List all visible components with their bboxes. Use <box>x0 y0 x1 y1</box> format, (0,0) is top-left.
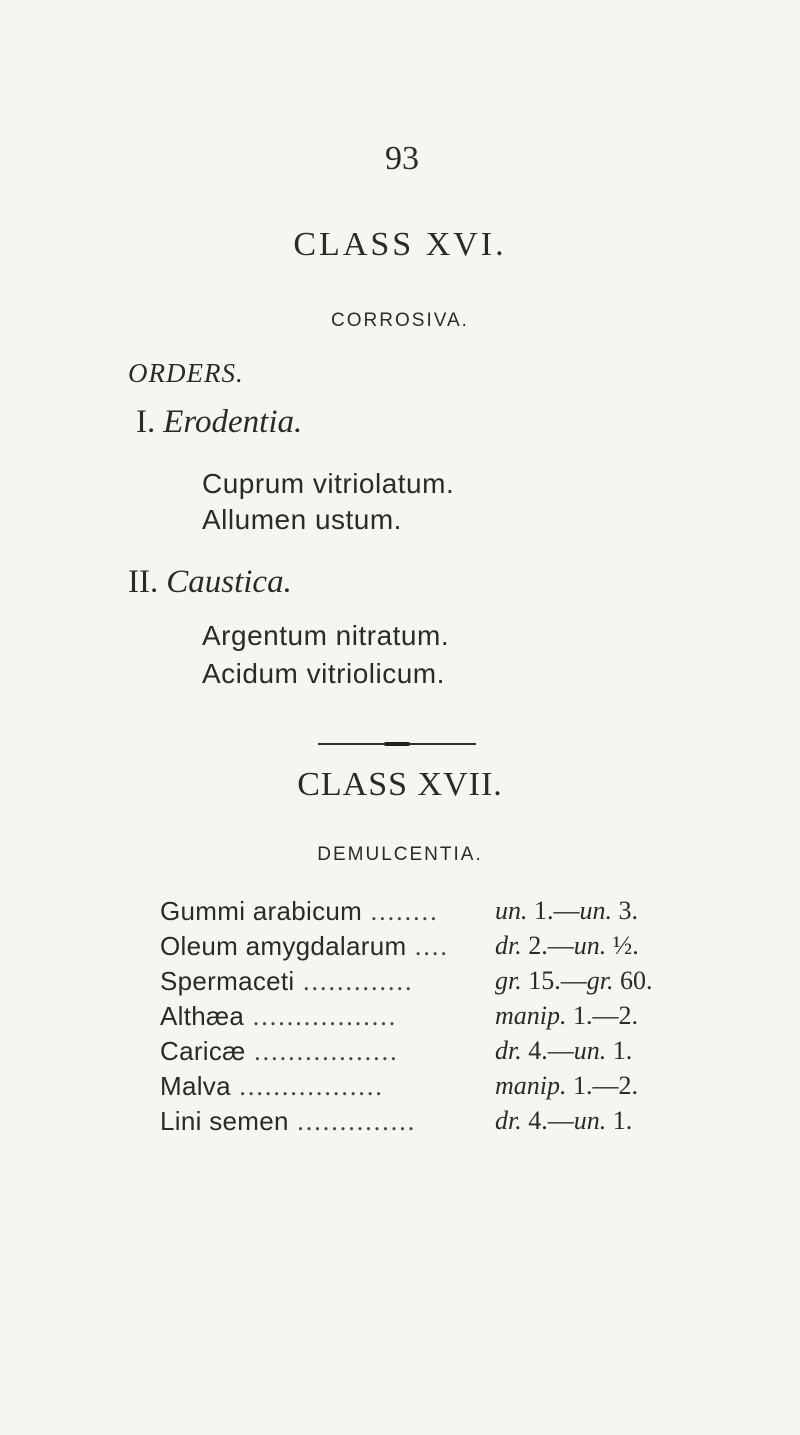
dose-amount: 2. <box>618 1071 638 1100</box>
dose-row <box>160 1036 720 1071</box>
dot-leader: .............. <box>288 1107 417 1136</box>
dose-row <box>160 1001 720 1036</box>
dose-amount: 2. <box>528 931 548 960</box>
orders-label: ORDERS. <box>128 358 244 388</box>
dot-leader: .... <box>406 932 449 961</box>
dose-table <box>160 896 720 1141</box>
dose-unit: un. <box>573 931 607 960</box>
remedy-name: Malva <box>160 1071 231 1101</box>
remedy-name: Oleum amygdalarum <box>160 931 407 961</box>
dose-unit: un. <box>573 1036 607 1065</box>
dose-unit: un. <box>579 896 612 925</box>
dose-unit: un. <box>495 896 528 925</box>
dose-amount: 1. <box>612 1106 633 1135</box>
dose-unit: un. <box>573 1106 607 1135</box>
dose-amount: 1. <box>534 896 554 925</box>
dose-row <box>160 1106 720 1141</box>
dose-range: manip. 1.—2. <box>495 1071 638 1100</box>
dot-leader: ................. <box>244 1002 398 1031</box>
order-1-name: Erodentia. <box>163 404 303 440</box>
order-1-numeral: I. <box>136 404 156 440</box>
dose-unit: gr. <box>586 966 614 995</box>
dose-amount: ½. <box>612 931 639 960</box>
remedy-name: Althæa <box>160 1001 245 1031</box>
dose-range: dr. 4.—un. 1. <box>495 1036 633 1065</box>
class-16-subtitle: CORROSIVA. <box>331 310 469 331</box>
remedy-name: Gummi arabicum <box>160 896 363 926</box>
remedy-name: Spermaceti <box>160 966 295 996</box>
dose-range: manip. 1.—2. <box>495 1001 638 1030</box>
page-number: 93 <box>385 140 419 177</box>
order-2-name: Caustica. <box>166 564 292 600</box>
order-2-item: Argentum nitratum. <box>202 620 450 651</box>
order-2-numeral: II. <box>128 564 159 600</box>
dose-range: un. 1.—un. 3. <box>495 896 638 925</box>
dose-amount: 3. <box>618 896 638 925</box>
dose-amount: 1. <box>573 1071 593 1100</box>
remedy-name: Lini semen <box>160 1106 289 1136</box>
dose-amount: 1. <box>612 1036 633 1065</box>
section-divider <box>318 743 476 745</box>
class-17-subtitle: DEMULCENTIA. <box>317 844 483 865</box>
dot-leader: ................. <box>230 1072 384 1101</box>
order-1-item: Cuprum vitriolatum. <box>202 468 455 499</box>
order-2-item: Acidum vitriolicum. <box>202 658 445 689</box>
dot-leader: ................. <box>245 1037 399 1066</box>
order-2-heading <box>128 564 292 601</box>
dose-amount: 15. <box>528 966 561 995</box>
dose-range: gr. 15.—gr. 60. <box>495 966 653 995</box>
dose-row <box>160 896 720 931</box>
dose-unit: manip. <box>495 1001 567 1030</box>
dose-row <box>160 966 720 1001</box>
dose-amount: 2. <box>618 1001 638 1030</box>
dose-row <box>160 1071 720 1106</box>
dose-unit: dr. <box>495 1106 522 1135</box>
order-1-heading <box>136 404 302 441</box>
dot-leader: ............. <box>294 967 414 996</box>
class-16-title: CLASS XVI. <box>293 226 507 263</box>
dose-range: dr. 4.—un. 1. <box>495 1106 633 1135</box>
dot-leader: ........ <box>362 897 439 926</box>
dose-amount: 4. <box>528 1106 548 1135</box>
order-1-item: Allumen ustum. <box>202 504 402 535</box>
dose-unit: gr. <box>495 966 522 995</box>
dose-amount: 1. <box>573 1001 593 1030</box>
dose-unit: dr. <box>495 1036 522 1065</box>
dose-row <box>160 931 720 966</box>
remedy-name: Caricæ <box>160 1036 246 1066</box>
dose-unit: manip. <box>495 1071 567 1100</box>
dose-range: dr. 2.—un. ½. <box>495 931 639 960</box>
dose-amount: 60. <box>620 966 653 995</box>
dose-amount: 4. <box>528 1036 548 1065</box>
class-17-title: CLASS XVII. <box>297 766 503 803</box>
dose-unit: dr. <box>495 931 522 960</box>
